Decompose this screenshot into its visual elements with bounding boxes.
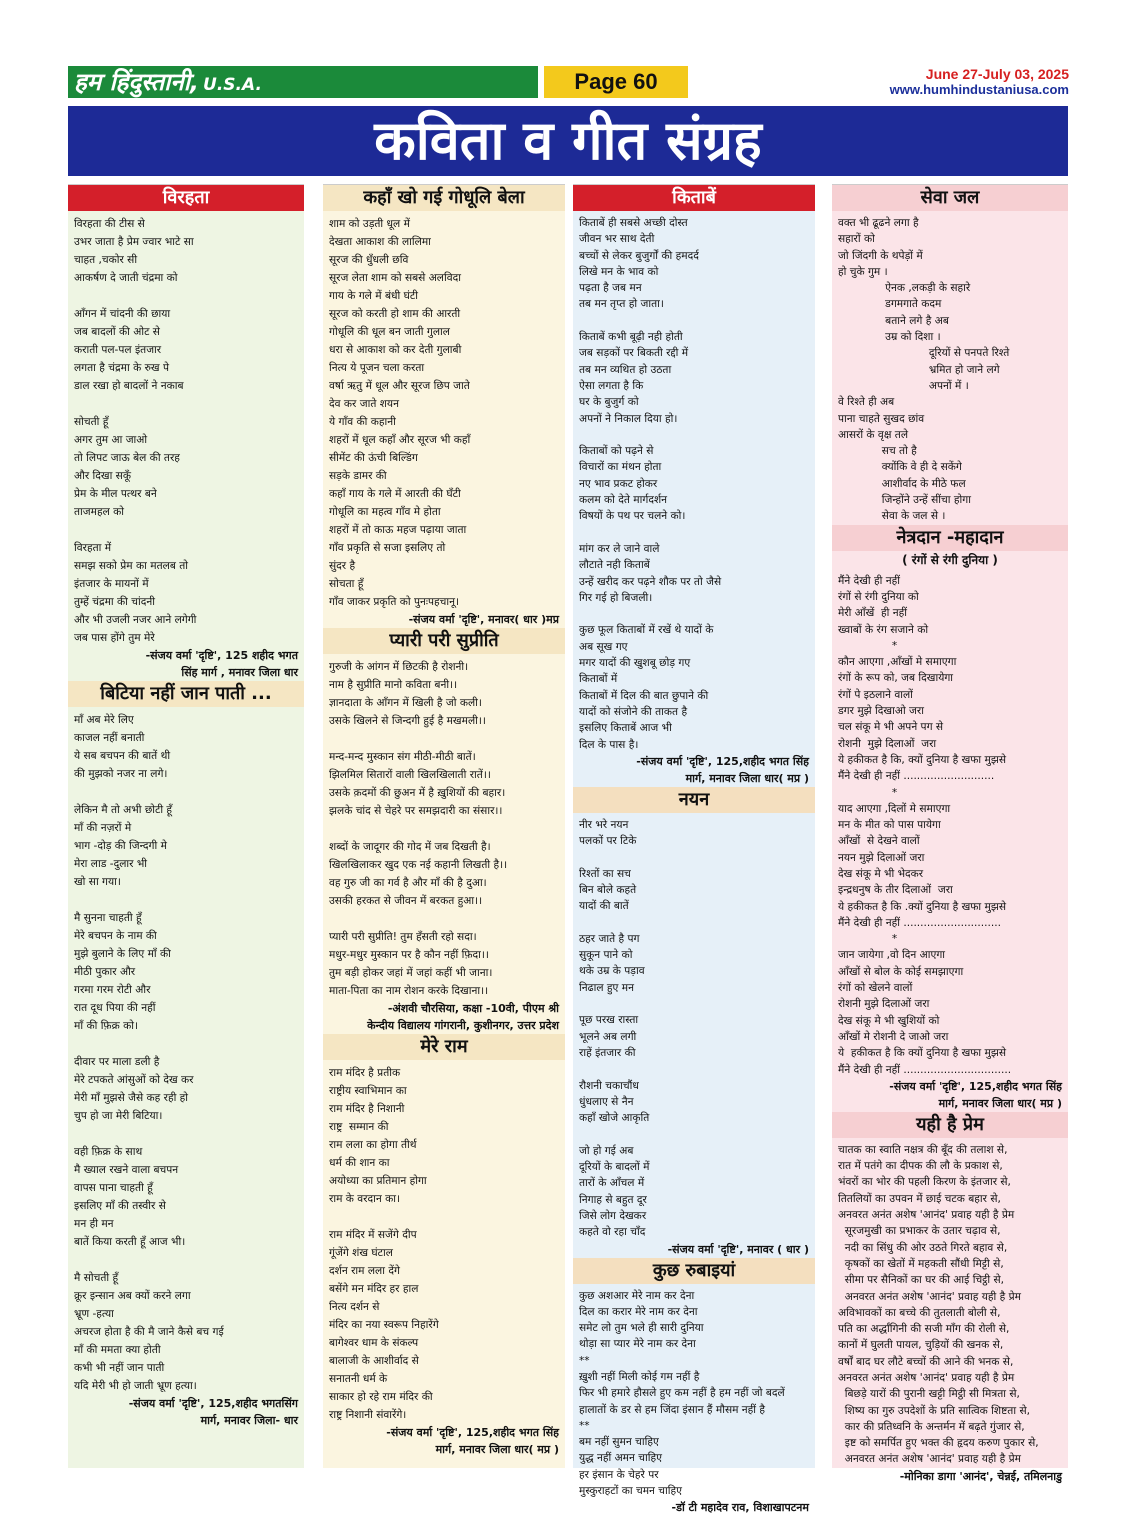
poem-body: कुछ अशआर मेरे नाम कर देना दिल का करार मेरे नाम कर देना समेट लो तुम भले ही सारी दुनिया थोड़ा सा प्यार मेरे नाम कर देना ** ख़ुशी नहीं मिली कोई गम नहीं है फिर भी हमारे हौसले हुए कम नहीं है हम नहीं जो बदलें हालातों के डर से हम जिंदा इंसान हैं मौसम नहीं है ** बम नहीं सुमन चाहिए युद्ध नहीं अमन चाहिए हर इंसान के चेहरे पर मुस्कुराहटों का चमन चाहिए <box>579 1289 785 1498</box>
poem-body: नीर भरे नयन पलकों पर टिके रिश्तों का सच बिन बोले कहते यादों की बातें ठहर जाते है पग सुकून पाने को थके उम्र के पड़ाव निढाल हुए मन पूछ परख रास्ता भूलने अब लगी राहें इंतजार की रौशनी चकाचौंध धुंधलाए से नैन कहाँ खोजे आकृति जो हो गई अब दूरियों के बादलों में तारों के आँचल में निगाह से बहुत दूर जिसे लोग देखकर कहते वो रहा चाँद <box>579 818 650 1239</box>
poem-author: -संजय वर्मा 'दृष्टि', मनावर ( धार ) <box>667 1242 809 1256</box>
poem-body: किताबें ही सबसे अच्छी दोस्त जीवन भर साथ देती बच्चों से लेकर बुजुर्गों की हमदर्द लिखे मन के भाव को पढ़ता है जब मन तब मन तृप्त हो जाता। किताबें कभी बूढ़ी नही होती जब सड़कों पर बिकती रद्दी में तब मन व्यथित हो उठता ऐसा लगता है कि घर के बुजुर्ग को अपनों ने निकाल दिया हो। किताबों को पढ़ने से विचारों का मंथन होता नए भाव प्रकट होकर कलम को देते मार्गदर्शन विषयों के पथ पर चलने को। मांग कर ले जाने वाले लौटाते नही किताबें उन्हें खरीद कर पढ़ने शौक पर तो जैसे गिर गई हो बिजली। कुछ फूल किताबों में रखें थे यादों के अब सूख गए मगर यादों की खुशबू छोड़ गए किताबों में किताबों में दिल की बात छुपाने की यादों को संजोने की ताकत है इसलिए किताबें आज भी दिल के पास है। <box>579 217 722 751</box>
poem-author: -संजय वर्मा 'दृष्टि', मनावर( धार )मप्र <box>408 613 559 626</box>
column-3 <box>573 184 815 1515</box>
poem-body: गुरुजी के आंगन में छिटकी है रोशनी। नाम है सुप्रीति मानो कविता बनी।। ज्ञानदाता के आँगन में खिली है जो कली। उसके खिलने से जिन्दगी हुई है मखमली।। मन्द-मन्द मुस्कान संग मीठी-मीठी बातें। झिलमिल सितारों वाली खिलखिलाती रातें।। उसके क़दमों की छुअन में है ख़ुशियों की बहार। झलके चांद से चेहरे पर समझदारी का संसार।। शब्दों के जादूगर की गोद में जब दिखती है। खिलखिलाकर खुद एक नई कहानी लिखती है।। वह गुरु जी का गर्व है और माँ की है दुआ। उसकी हरकत से जीवन में बरकत हुआ।। प्यारी परी सुप्रीति! तुम हँसती रहो सदा। मधुर-मधुर मुस्कान पर है कौन नहीं फ़िदा।। तुम बड़ी होकर जहां में जहां कहीं भी जाना। माता-पिता का नाम रोशन करके दिखाना।। <box>329 661 508 997</box>
poem-title: प्यारी परी सुप्रीति <box>323 628 565 654</box>
column-4 <box>832 184 1068 1483</box>
masthead-country: U.S.A. <box>203 75 262 95</box>
poem-body: शाम को उड़ती धूल में देखता आकाश की लालिमा सूरज की धुँधली छवि सूरज लेता शाम को सबसे अलविदा गाय के गले में बंधी घंटी सूरज को करती हो शाम की आरती गोधूलि की धूल बन जाती गुलाल धरा से आकाश को कर देती गुलाबी नित्य ये पूजन चला करता वर्षा ऋतु में धूल और सूरज छिप जाते देव कर जाते शयन ये गाँव की कहानी शहरों में धूल कहाँ और सूरज भी कहाँ सीमेंट की ऊंची बिल्डिंग सड़के डामर की कहाँ गाय के गले में आरती की घँटी गोधूलि का महत्व गाँव मे होता शहरों में तो काऊ महज पढ़ाया जाता गाँव प्रकृति से सजा इसलिए तो सुंदर है सोचता हूँ गाँव जाकर प्रकृति को पुनःपहचानू। <box>329 218 471 608</box>
poem-author: -संजय वर्मा 'दृष्टि', 125,शहीद भगत सिंह मार्ग, मनावर जिला धार( मप्र ) <box>386 1426 559 1456</box>
poem-title: नेत्रदान -महादान <box>832 525 1068 551</box>
website-link[interactable]: www.humhindustaniusa.com <box>889 82 1069 97</box>
poem-body: वक्त भी ढूढने लगा है सहारों को जो जिंदगी के थपेड़ों में हो चुके गुम । ऐनक ,लकड़ी के सहारे डगमगाते कदम बताने लगे है अब उम्र को दिशा । दूरियों से पनपते रिश्ते भ्रमित हो जाने लगे अपनों में । वे रिश्ते ही अब पाना चाहते सुखद छांव आसरों के वृक्ष तले सच तो है क्योंकि वे ही दे सकेंगे आशीर्वाद के मीठे फल जिन्होंने उन्हें सींचा होगा सेवा के जल से । <box>838 217 1010 523</box>
masthead <box>68 66 688 98</box>
poem-author: -संजय वर्मा 'दृष्टि', 125 शहीद भगत सिंह मार्ग , मनावर जिला धार <box>145 649 298 679</box>
poem-author: -डॉ टी महादेव राव, विशाखापटनम <box>671 1501 809 1515</box>
poem-title: सेवा जल <box>832 185 1068 211</box>
poem-title: यही है प्रेम <box>832 1112 1068 1138</box>
poem-title: कुछ रुबाइयां <box>573 1258 815 1284</box>
section-banner: कविता व गीत संग्रह <box>68 106 1068 176</box>
poem-body: राम मंदिर है प्रतीक राष्ट्रीय स्वाभिमान का राम मंदिर है निशानी राष्ट्र सम्मान की राम लला का होगा तीर्थ धर्म की शान का अयोध्या का प्रतिमान होगा राम के वरदान का। राम मंदिर में सजेंगे दीप गूंजेंगे शंख घंटाल दर्शन राम लला देंगे बसेंगे मन मंदिर हर हाल नित्य दर्शन से मंदिर का नया स्वरूप निहारेंगे बागेश्वर धाम के संकल्प बालाजी के आशीर्वाद से सनातनी धर्म के साकार हो रहे राम मंदिर की राष्ट्र निशानी संवारेंगे। <box>329 1067 439 1421</box>
issue-date: June 27-July 03, 2025 <box>925 66 1069 82</box>
issue-info <box>890 66 1069 97</box>
poem-author: -संजय वर्मा 'दृष्टि', 125,शहीद भगतसिंग मार्ग, मनावर जिला- धार <box>128 1397 298 1427</box>
poem-title: विरहता <box>68 185 304 211</box>
poem-body: मैंने देखी ही नहीं रंगों से रंगी दुनिया को मेरी आँखें ही नहीं ख्वाबों के रंग सजाने को * कौन आएगा ,आँखों मे समाएगा रंगों के रूप को, जब दिखायेगा रंगों पे इठलाने वालों डगर मुझे दिखाओ जरा चल संकू मे भी अपने पग से रोशनी मुझे दिलाओं जरा ये हकीकत है कि, क्यों दुनिया है खफा मुझसे मैंने देखी ही नहीं ........................... * याद आएगा ,दिलों मे समाएगा मन के मीत को पास पायेगा आँखों से देखने वालों नयन मुझे दिलाओं जरा देख संकू मे भी भेदकर इन्द्रधनुष के तीर दिलाओं जरा ये हकीकत है कि .क्यों दुनिया है खफा मुझसे मैंने देखी ही नहीं ............................. * जान जायेगा ,वो दिन आएगा आँखों से बोल के कोई समझाएगा रंगों को खेलने वालों रोशनी मुझे दिलाओं जरा देख संकू मे भी खुशियों को आँखों मे रोशनी दे जाओ जरा ये हकीकत है कि क्यों दुनिया है खफा मुझसे मैंने देखी ही नहीं ................................ <box>838 574 1012 1076</box>
poem-author: -संजय वर्मा 'दृष्टि', 125,शहीद भगत सिंह मार्ग, मनावर जिला धार( मप्र ) <box>636 754 809 785</box>
poem-body: चातक का स्वाति नक्षत्र की बूँद की तलाश से, रात में पतंगे का दीपक की लौ के प्रकाश से, भंवरों का भोर की पहली किरण के इंतजार से, तितलियों का उपवन में छाई चटक बहार से, अनवरत अनंत अशेष 'आनंद' प्रवाह यही है प्रेम सूरजमुखी का प्रभाकर के उतार चढ़ाव से, नदी का सिंधु की ओर उठते गिरते बहाव से, कृषकों का खेतों में महकती सौंधी मिट्टी से, सीमा पर सैनिकों का घर की आई चिट्ठी से, अनवरत अनंत अशेष 'आनंद' प्रवाह यही है प्रेम अविभावकों का बच्चे की तुतलाती बोली से, पति का अर्द्धांगिनी की सजी माँग की रोली से, कानों में घुलती पायल, चुड़ियों की खनक से, वर्षों बाद घर लौटे बच्चों की आने की भनक से, अनवरत अनंत अशेष 'आनंद' प्रवाह यही है प्रेम बिछड़े यारों की पुरानी खट्टी मिट्ठी सी मित्रता से, शिष्य का गुरु उपदेशों के प्रति सात्विक शिष्टता से, कार की प्रतिध्वनि के अन्तर्मन में बढ़ते गुंजार से, इष्ट को समर्पित हुए भक्त की हृदय करुण पुकार से, अनवरत अनंत अशेष 'आनंद' प्रवाह यही है प्रेम <box>838 1143 1039 1466</box>
poem-subtitle: ( रंगों से रंगी दुनिया ) <box>902 552 998 567</box>
poem-title: कहाँ खो गई गोधूलि बेला <box>323 185 565 211</box>
masthead-title: हम हिंदुस्तानी, <box>74 68 200 96</box>
poem-body: विरहता की टीस से उभर जाता है प्रेम ज्वार भाटे सा चाहत ,चकोर सी आकर्षण दे जाती चंद्रमा को आँगन में चांदनी की छाया जब बादलों की ओट से कराती पल-पल इंतजार लगता है चंद्रमा के रुख पे डाल रखा हो बादलों ने नकाब सोचती हूँ अगर तुम आ जाओ तो लिपट जाऊ बेल की तरह और दिखा सकूँ प्रेम के मील पत्थर बने ताजमहल को विरहता में समझ सको प्रेम का मतलब तो इंतजार के मायनों में तुम्हें चंद्रमा की चांदनी और भी उजली नजर आने लगेगी जब पास होंगे तुम मेरे <box>74 218 197 644</box>
poem-body: माँ अब मेरे लिए काजल नहीं बनाती ये सब बचपन की बातें थी की मुझको नजर ना लगे। लेकिन मै तो अभी छोटी हूँ माँ की नज़रों मे भाग -दोड़ की जिन्दगी मे मेरा लाड -दुलार भी खो सा गया। मै सुनना चाहती हूँ मेरे बचपन के नाम की मुझे बुलाने के लिए माँ की मीठी पुकार और गरमा गरम रोटी और रात दूध पिया की नहीं माँ की फ़िक्र को। दीवार पर माला डली है मेरे टपकते आंसुओं को देख कर मेरी माँ मुझसे जैसे कह रही हो चुप हो जा मेरी बिटिया। वही फ़िक्र के साथ मै ख्याल रखने वाला बचपन वापस पाना चाहती हूँ इसलिए माँ की तस्वीर से मन ही मन बातें किया करती हूँ आज भी। मै सोचती हूँ क्रूर इन्सान अब क्यों करने लगा भ्रूण -हत्या अचरज होता है की मै जाने कैसे बच गई माँ की ममता क्या होती कभी भी नहीं जान पाती यदि मेरी भी हो जाती भ्रूण हत्या। <box>74 714 224 1392</box>
masthead-name <box>68 66 538 98</box>
poem-title: नयन <box>573 787 815 813</box>
poem-title: किताबें <box>573 185 815 211</box>
page-number: Page 60 <box>544 66 688 98</box>
poem-author: -संजय वर्मा 'दृष्टि', 125,शहीद भगत सिंह मार्ग, मनावर जिला धार( मप्र ) <box>889 1079 1062 1110</box>
column-2 <box>323 184 565 1468</box>
poem-author: -मोनिका डागा 'आनंद', चेन्नई, तमिलनाडु <box>899 1469 1062 1483</box>
poem-title: मेरे राम <box>323 1034 565 1060</box>
column-1 <box>68 184 304 1468</box>
poem-author: -अंशवी चौरसिया, कक्षा -10वी, पीएम श्री केन्दीय विद्यालय गांगरानी, कुशीनगर, उत्तर प्रदेश <box>367 1002 559 1032</box>
poem-title: बिटिया नहीं जान पाती ... <box>68 681 304 707</box>
